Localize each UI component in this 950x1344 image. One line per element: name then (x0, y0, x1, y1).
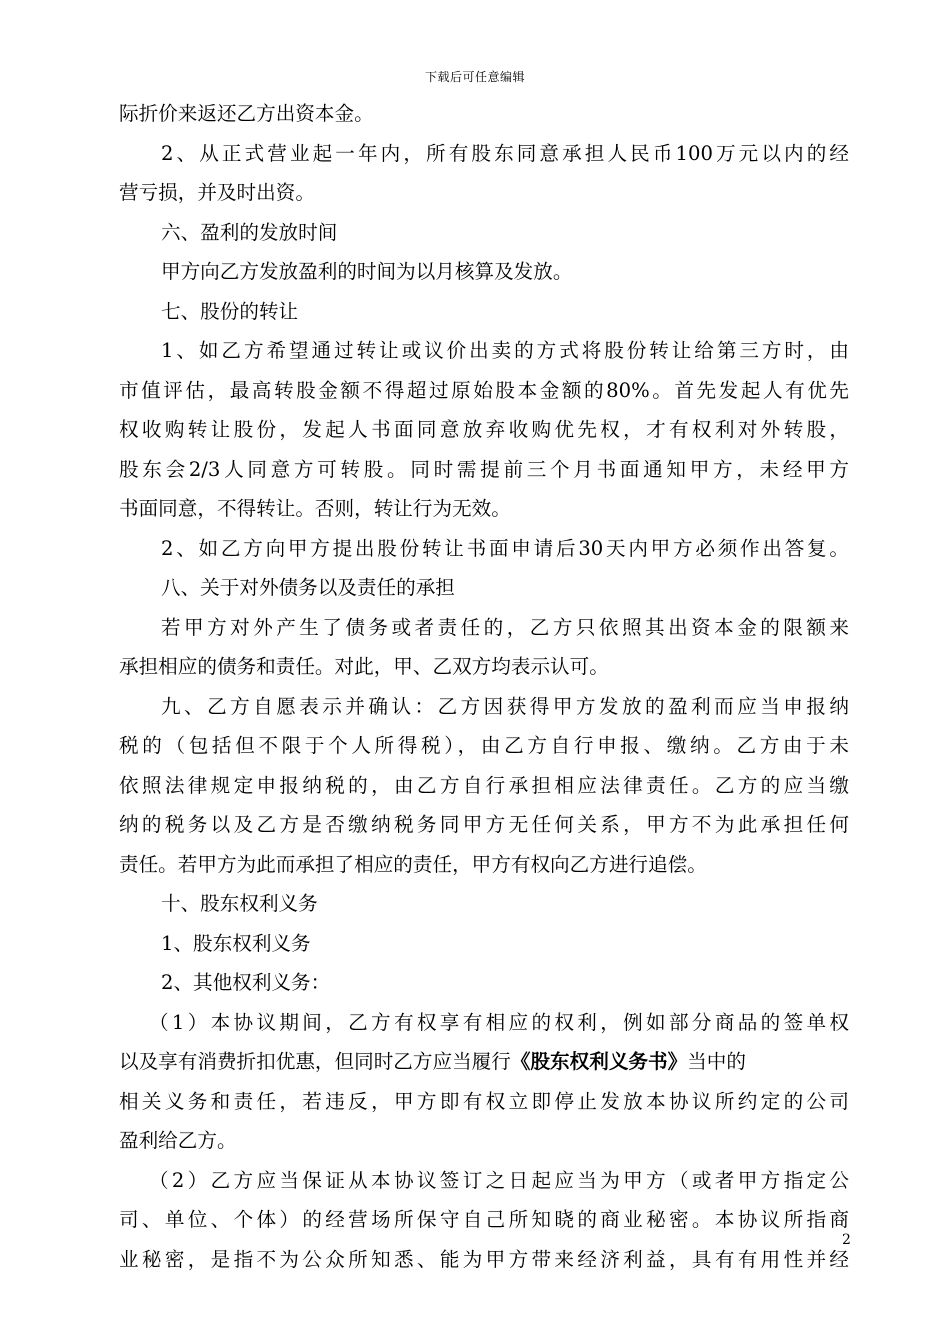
text-line: 书面同意，不得转让。否则，转让行为无效。 (119, 497, 511, 520)
text-line: 承担相应的债务和责任。对此，甲、乙双方均表示认可。 (119, 655, 609, 678)
text-line: 市值评估，最高转股金额不得超过原始股本金额的80%。首先发起人有优先 (119, 378, 849, 402)
section-heading: 六、盈利的发放时间 (161, 220, 338, 244)
page-header: 下载后可任意编辑 (424, 70, 525, 84)
text-line: 1、如乙方希望通过转让或议价出卖的方式将股份转让给第三方时，由 (161, 339, 849, 362)
text-line: 业秘密，是指不为公众所知悉、能为甲方带来经济利益，具有有用性并经 (119, 1247, 849, 1271)
text-line: 营亏损，并及时出资。 (119, 181, 315, 204)
text-line: （1）本协议期间，乙方有权享有相应的权利，例如部分商品的签单权 (149, 1010, 849, 1034)
bold-document-title: 《股东权利义务书》 (510, 1050, 688, 1073)
text-line: 若甲方对外产生了债务或者责任的，乙方只依照其出资本金的限额来 (161, 615, 849, 639)
text-line: 甲方向乙方发放盈利的时间为以月核算及发放。 (161, 260, 573, 283)
text-line: 司、单位、个体）的经营场所保守自己所知晓的商业秘密。本协议所指商 (119, 1208, 849, 1231)
page-number: 2 (842, 1232, 851, 1248)
sub-heading: 2、其他权利义务： (161, 971, 331, 994)
text-span: 当中的 (687, 1050, 746, 1073)
section-heading: 十、股东权利义务 (161, 892, 318, 915)
text-line: 权收购转让股份，发起人书面同意放弃收购优先权，才有权利对外转股， (119, 418, 849, 441)
text-line: 依照法律规定申报纳税的，由乙方自行承担相应法律责任。乙方的应当缴 (119, 773, 849, 797)
text-line: 2、如乙方向甲方提出股份转让书面申请后30天内甲方必须作出答复。 (161, 536, 849, 560)
text-line: 盈利给乙方。 (119, 1129, 237, 1152)
section-heading: 七、股份的转让 (161, 299, 299, 323)
text-line: 税的（包括但不限于个人所得税），由乙方自行申报、缴纳。乙方由于未 (119, 734, 849, 757)
text-line: 九、乙方自愿表示并确认：乙方因获得甲方发放的盈利而应当申报纳 (161, 694, 849, 718)
text-line: （2）乙方应当保证从本协议签订之日起应当为甲方（或者甲方指定公 (149, 1168, 849, 1192)
body-text (119, 94, 849, 1279)
text-line: 相关义务和责任，若违反，甲方即有权立即停止发放本协议所约定的公司 (119, 1089, 849, 1113)
text-line-with-bold (119, 1042, 849, 1082)
text-line: 股东会2/3人同意方可转股。同时需提前三个月书面通知甲方，未经甲方 (119, 457, 849, 481)
text-line: 2、从正式营业起一年内，所有股东同意承担人民币100万元以内的经 (161, 141, 849, 165)
text-line: 责任。若甲方为此而承担了相应的责任，甲方有权向乙方进行追偿。 (119, 852, 707, 876)
sub-heading: 1、股东权利义务 (161, 931, 311, 955)
text-span: 以及享有消费折扣优惠，但同时乙方应当履行 (119, 1050, 511, 1073)
section-heading: 八、关于对外债务以及责任的承担 (161, 576, 455, 599)
text-line: 际折价来返还乙方出资本金。 (119, 102, 374, 125)
text-line: 纳的税务以及乙方是否缴纳税务同甲方无任何关系，甲方不为此承担任何 (119, 813, 849, 836)
